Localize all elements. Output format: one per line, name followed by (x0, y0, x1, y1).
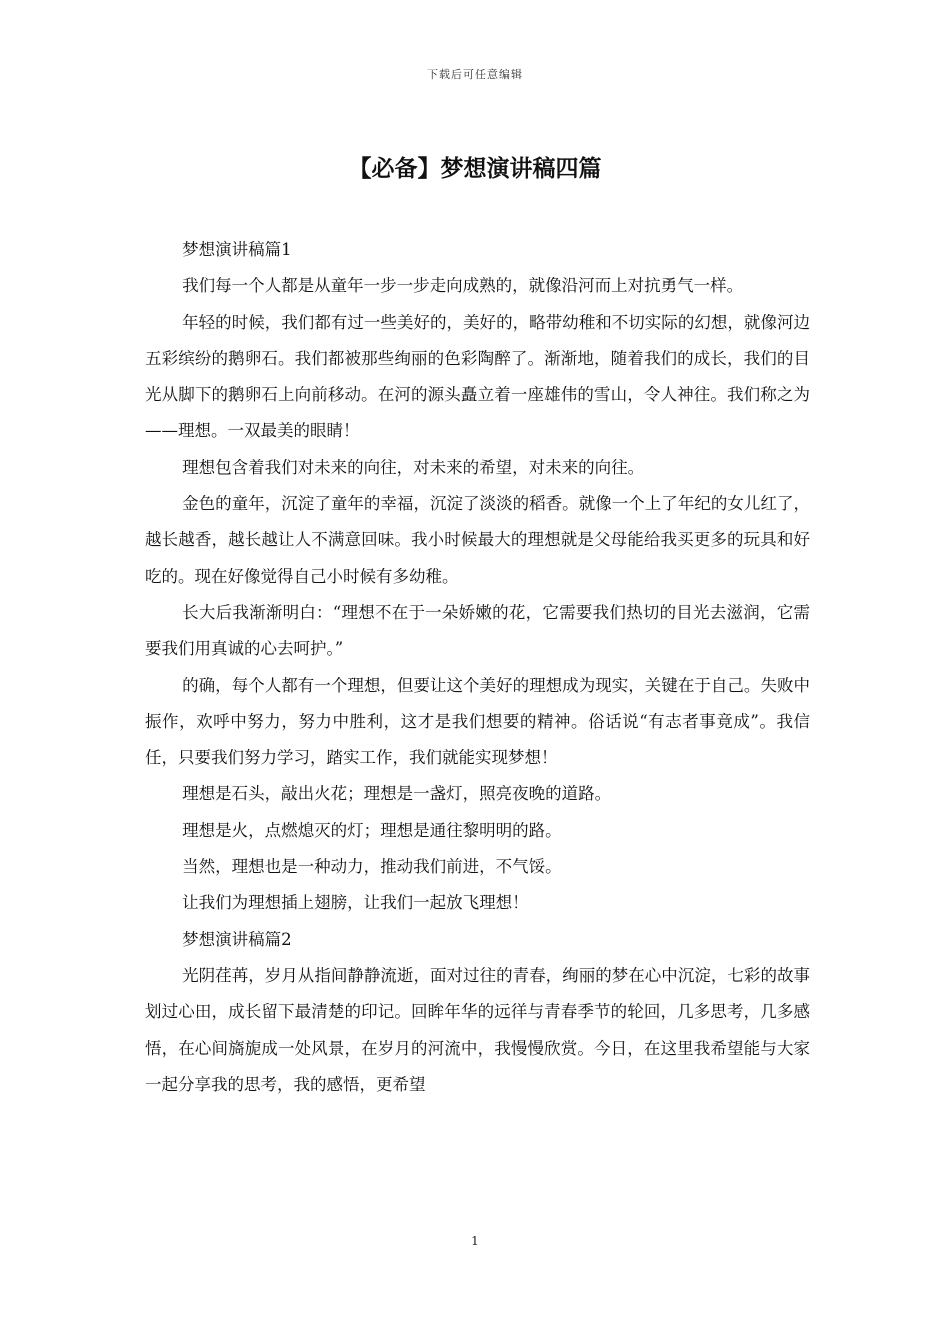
paragraph: 年轻的时候，我们都有过一些美好的，美好的，略带幼稚和不切实际的幻想，就像河边五彩缤纷的鹅卵石。我们都被那些绚丽的色彩陶醉了。渐渐地，随着我们的成长，我们的目光从脚下的鹅卵石上向前移动。在河的源头矗立着一座雄伟的雪山，令人神往。我们称之为——理想。一双最美的眼睛！ (145, 312, 810, 441)
paragraph: 长大后我渐渐明白：“理想不在于一朵娇嫩的花，它需要我们热切的目光去滋润，它需要我们用真诚的心去呵护。” (145, 602, 810, 659)
paragraph: 理想包含着我们对未来的向往，对未来的希望，对未来的向往。 (182, 457, 645, 477)
document-title: 【必备】梦想演讲稿四篇 (348, 156, 602, 182)
paragraph: 金色的童年，沉淀了童年的幸福，沉淀了淡淡的稻香。就像一个上了年纪的女儿红了，越长越香，越长越让人不满意回味。我小时候最大的理想就是父母能给我买更多的玩具和好吃的。现在好像觉得自己小时候有多幼稚。 (145, 494, 810, 586)
header-note: 下载后可任意编辑 (427, 68, 523, 81)
page-number: 1 (471, 1234, 479, 1248)
section-heading: 梦想演讲稿篇2 (182, 929, 292, 949)
section-heading: 梦想演讲稿篇1 (182, 240, 292, 259)
paragraph: 当然，理想也是一种动力，推动我们前进，不气馁。 (182, 857, 562, 877)
paragraph: 理想是火，点燃熄灭的灯；理想是通往黎明明的路。 (182, 820, 562, 840)
paragraph: 理想是石头，敲出火花；理想是一盏灯，照亮夜晚的道路。 (182, 784, 612, 804)
paragraph: 我们每一个人都是从童年一步一步走向成熟的，就像沿河而上对抗勇气一样。 (182, 276, 744, 296)
paragraph: 让我们为理想插上翅膀，让我们一起放飞理想！ (182, 893, 529, 913)
document-body (145, 232, 810, 1103)
paragraph: 的确，每个人都有一个理想，但要让这个美好的理想成为现实，关键在于自己。失败中振作，欢呼中努力，努力中胜利，这才是我们想要的精神。俗话说“有志者事竟成”。我信任，只要我们努力学习，踏实工作，我们就能实现梦想！ (145, 675, 810, 768)
paragraph: 光阴荏苒，岁月从指间静静流逝，面对过往的青春，绚丽的梦在心中沉淀，七彩的故事划过心田，成长留下最清楚的印记。回眸年华的远徉与青春季节的轮回，几多思考，几多感悟，在心间旖旎成一处风景，在岁月的河流中，我慢慢欣赏。今日，在这里我希望能与大家一起分享我的思考，我的感悟，更希望 (145, 965, 810, 1094)
